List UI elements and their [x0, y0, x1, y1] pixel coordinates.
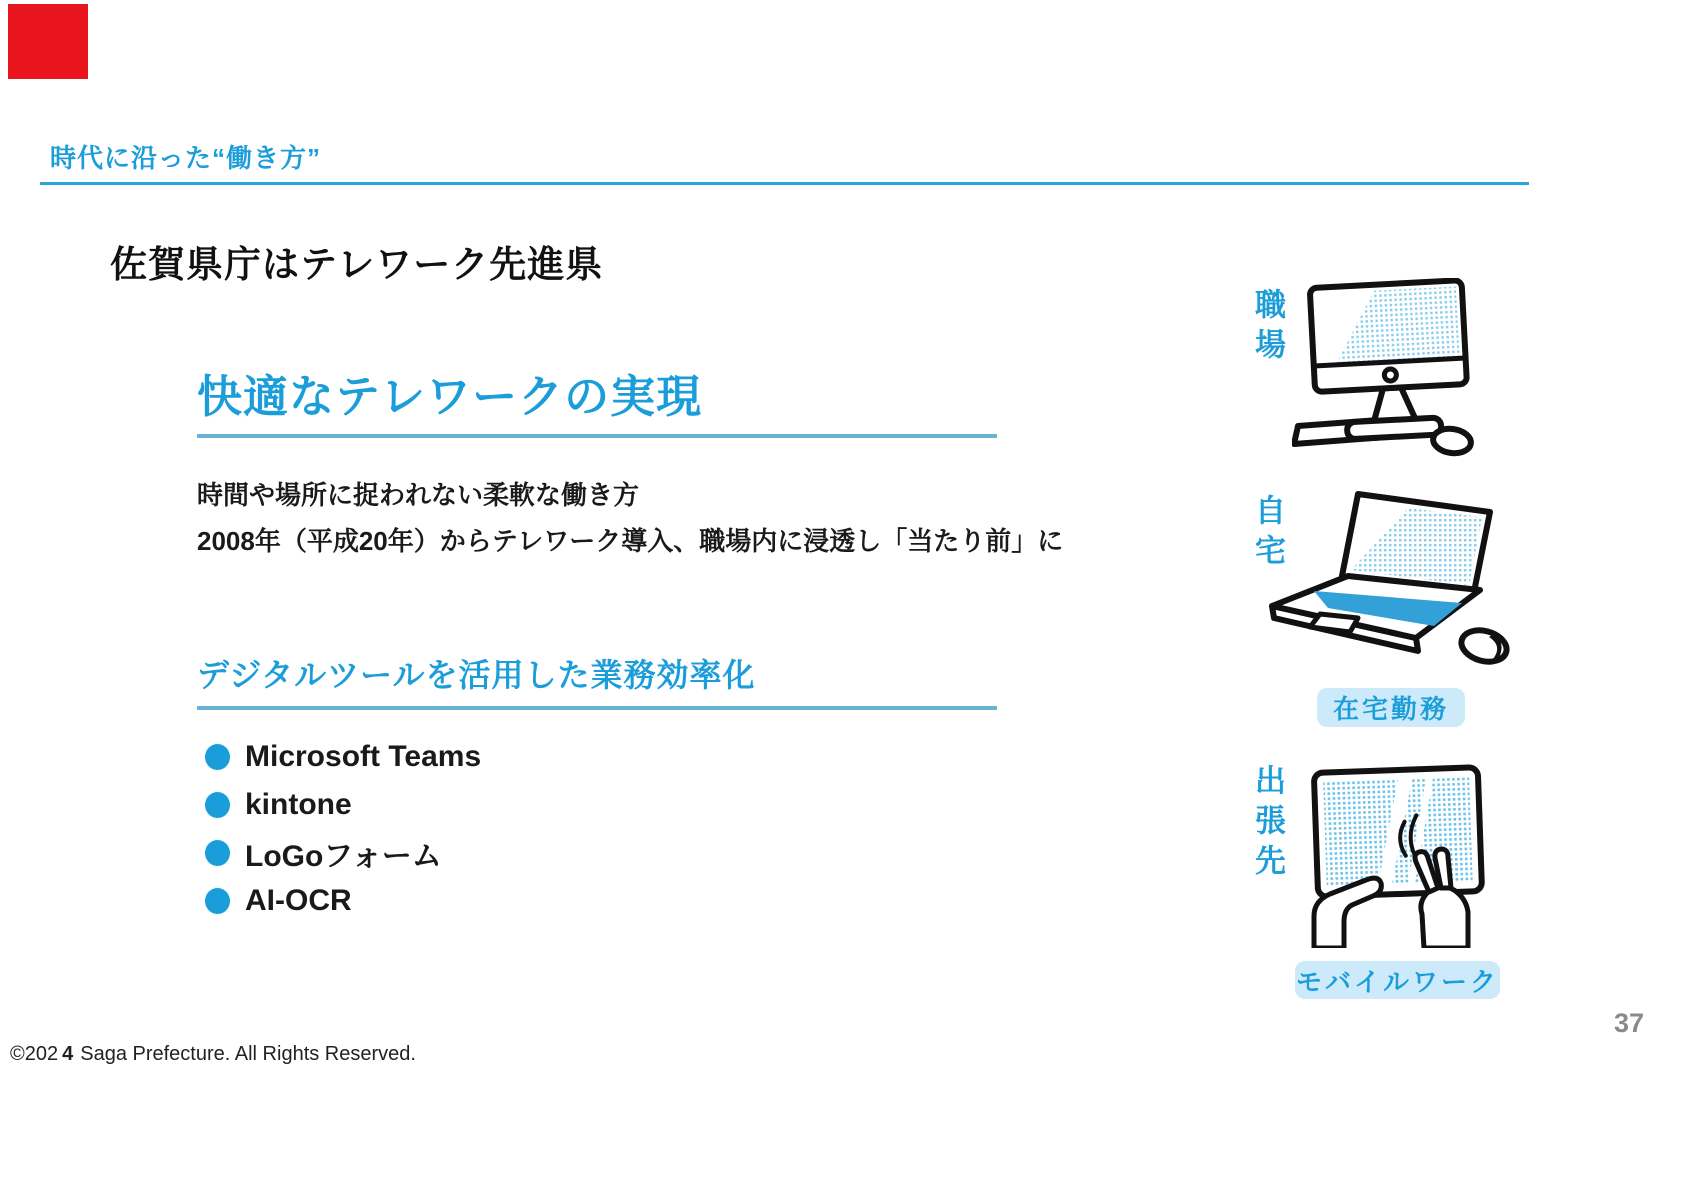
bullet-label: LoGoフォーム	[245, 840, 442, 873]
section1-body	[197, 472, 1063, 564]
bullet-circle-icon	[205, 840, 230, 866]
badge-mobile-work: モバイルワーク	[1295, 961, 1500, 999]
bullet-label: Microsoft Teams	[245, 740, 482, 773]
location-label-office: 職場	[1250, 288, 1285, 368]
list-item	[205, 740, 481, 774]
tool-bullet-list	[205, 740, 481, 918]
copyright-footer	[10, 1043, 416, 1066]
bullet-circle-icon	[205, 888, 230, 914]
tablet-hands-icon	[1288, 764, 1498, 948]
list-item	[205, 788, 481, 822]
red-corner-mark	[8, 4, 88, 79]
copyright-text: Saga Prefecture. All Rights Reserved.	[80, 1043, 416, 1065]
section2-underline	[197, 706, 997, 710]
section2-heading: デジタルツールを活用した業務効率化	[197, 657, 756, 693]
location-label-home: 自宅	[1250, 494, 1285, 574]
section1-underline	[197, 434, 997, 438]
badge-work-from-home: 在宅勤務	[1317, 688, 1465, 727]
copyright-prefix: ©202	[10, 1043, 59, 1065]
location-label-trip: 出張先	[1250, 764, 1285, 884]
page-title: 佐賀県庁はテレワーク先進県	[110, 244, 604, 285]
bullet-circle-icon	[205, 792, 230, 818]
header-underline	[40, 182, 1529, 185]
page-number: 37	[1614, 1008, 1645, 1038]
list-item	[205, 836, 481, 873]
body-line-1: 時間や場所に捉われない柔軟な働き方	[197, 480, 640, 510]
bullet-label: kintone	[245, 788, 352, 821]
bullet-label: AI-OCR	[245, 884, 352, 917]
list-item	[205, 884, 481, 918]
copyright-year-digit: 4	[62, 1043, 74, 1065]
bullet-circle-icon	[205, 744, 230, 770]
desktop-computer-icon	[1292, 278, 1488, 463]
page-header: 時代に沿った“働き方”	[50, 143, 322, 173]
laptop-icon	[1258, 488, 1514, 678]
body-line-2: 2008年（平成20年）からテレワーク導入、職場内に浸透し「当たり前」に	[197, 526, 1064, 556]
section1-heading: 快適なテレワークの実現	[197, 371, 703, 422]
